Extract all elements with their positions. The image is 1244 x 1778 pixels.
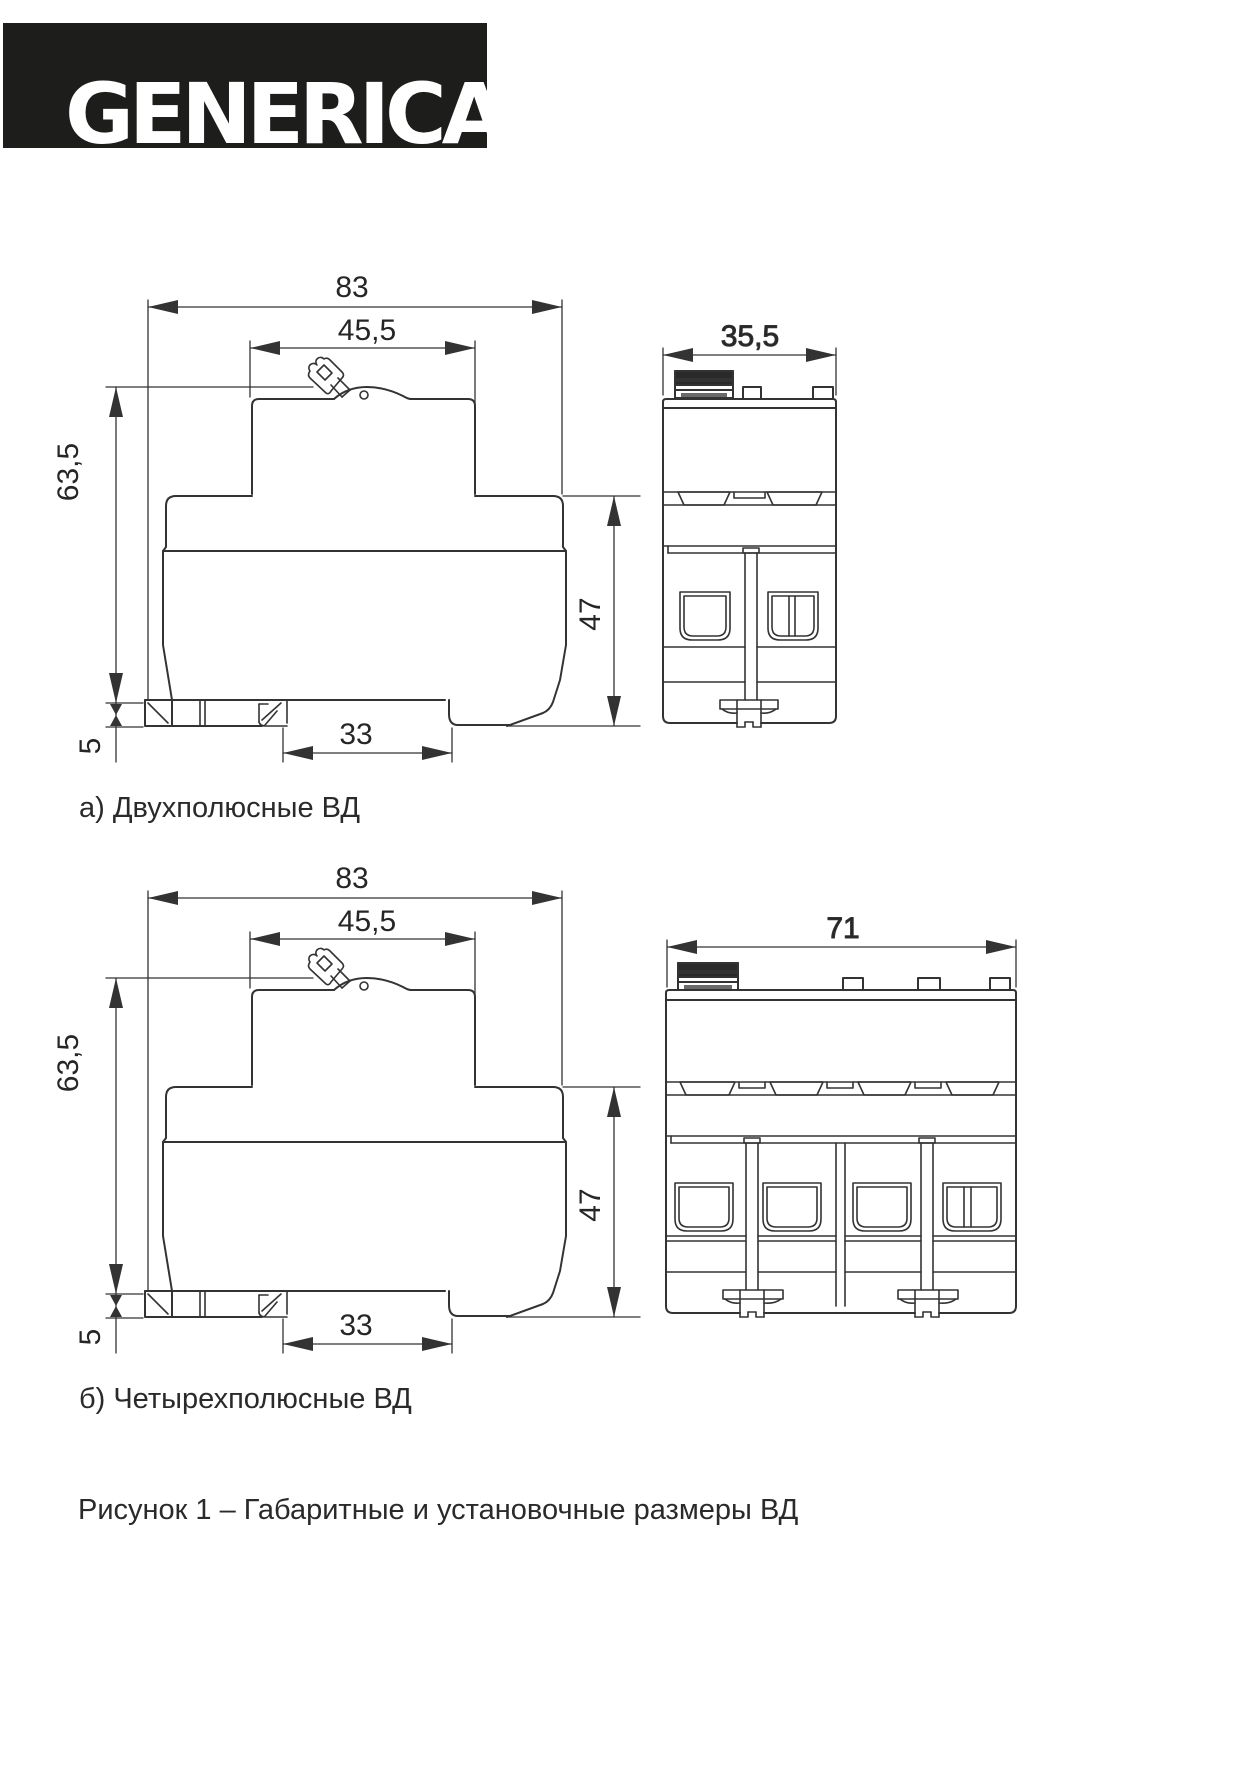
figure-a-front-view (663, 320, 836, 727)
fig-b-dim-top-width: 45,5 (337, 905, 397, 938)
fig-a-dim-height-total: 63,5 (52, 442, 85, 502)
figure-a-caption: а) Двухполюсные ВД (79, 792, 361, 824)
fig-b-dim-rail-lip: 5 (74, 1328, 107, 1346)
brand-logo-text: GENERICA (65, 65, 502, 163)
fig-a-dim-overall-width: 83 (335, 271, 369, 304)
figure-a-side-view (52, 271, 640, 762)
fig-a-dim-front-width: 35,5 (720, 320, 780, 353)
fig-b-dim-front-width: 71 (826, 912, 860, 945)
fig-b-dim-height-total: 63,5 (52, 1033, 85, 1093)
fig-a-dim-top-width: 45,5 (337, 314, 397, 347)
fig-b-dim-overall-width: 83 (335, 862, 369, 895)
figure-b-front-view (666, 912, 1016, 1317)
fig-a-dim-rail-lip: 5 (74, 737, 107, 755)
figure-b-caption: б) Четырехполюсные ВД (79, 1383, 412, 1415)
fig-a-dim-height-body: 47 (574, 597, 607, 631)
figure-b-side-view (52, 862, 640, 1353)
fig-b-dim-recess-width: 33 (339, 1309, 373, 1342)
figure-caption: Рисунок 1 – Габаритные и установочные размеры ВД (78, 1494, 799, 1526)
fig-a-dim-recess-width: 33 (339, 718, 373, 751)
fig-b-dim-height-body: 47 (574, 1188, 607, 1222)
